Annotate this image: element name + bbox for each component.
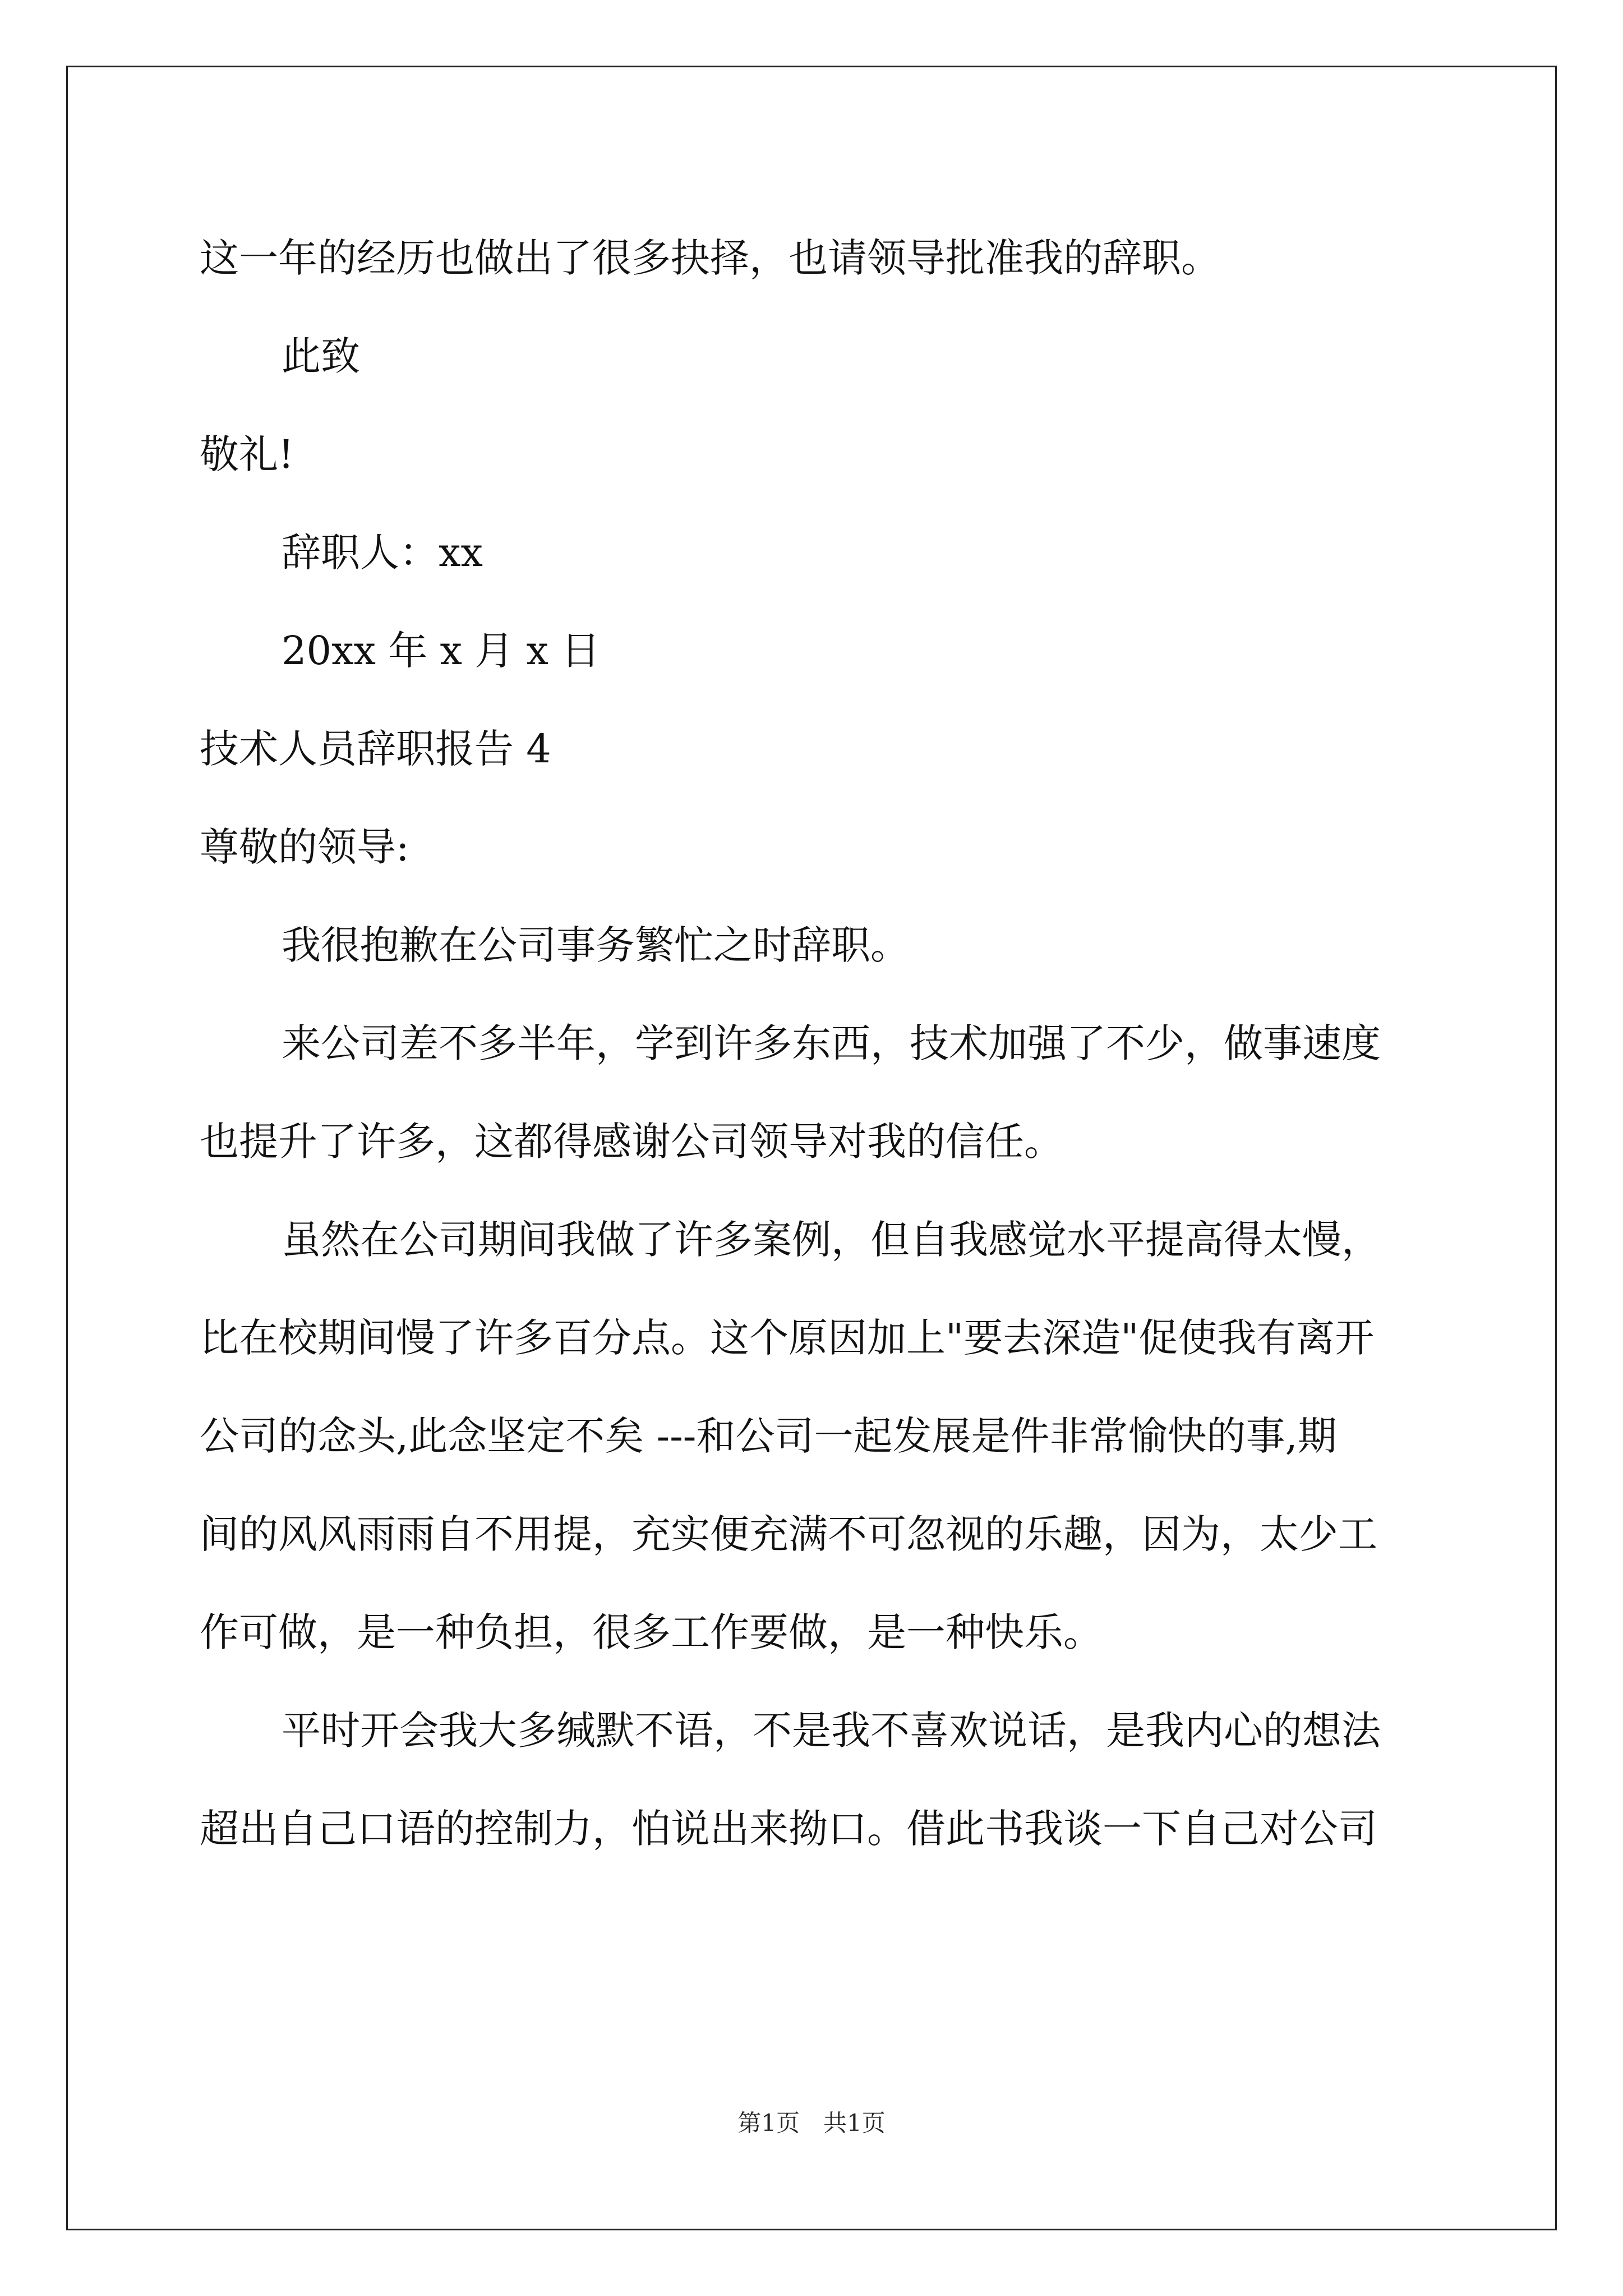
paragraph-4-line-1: 平时开会我大多缄默不语，不是我不喜欢说话，是我内心的想法 [282,1708,1381,1754]
paragraph-4-line-2: 超出自己口语的控制力，怕说出来拗口。借此书我谈一下自己对公司 [200,1806,1377,1852]
paragraph-3-line-4: 间的风风雨雨自不用提，充实便充满不可忽视的乐趣，因为，太少工 [200,1511,1377,1557]
salutation-closing: 此致 [282,333,360,379]
paragraph-1: 我很抱歉在公司事务繁忙之时辞职。 [282,922,910,968]
paragraph-2-line-2: 也提升了许多，这都得感谢公司领导对我的信任。 [200,1119,1063,1165]
regards: 敬礼! [200,431,294,477]
paragraph-3-line-1: 虽然在公司期间我做了许多案例，但自我感觉水平提高得太慢， [282,1217,1381,1263]
greeting: 尊敬的领导: [200,824,409,870]
paragraph-3-line-5: 作可做，是一种负担，很多工作要做，是一种快乐。 [200,1609,1103,1655]
paragraph-2-line-1: 来公司差不多半年，学到许多东西，技术加强了不少，做事速度 [282,1020,1381,1066]
page-footer: 第1页 共1页 [737,2109,886,2137]
paragraph-3-line-3: 公司的念头,此念坚定不矣 ---和公司一起发展是件非常愉快的事,期 [200,1413,1337,1459]
signature-date: 20xx 年 x 月 x 日 [282,628,601,674]
section-title: 技术人员辞职报告 4 [200,726,551,772]
body-line-1: 这一年的经历也做出了很多抉择，也请领导批准我的辞职。 [200,235,1220,281]
signature-name: 辞职人：xx [282,530,483,576]
paragraph-3-line-2: 比在校期间慢了许多百分点。这个原因加上"要去深造"促使我有离开 [200,1315,1375,1361]
